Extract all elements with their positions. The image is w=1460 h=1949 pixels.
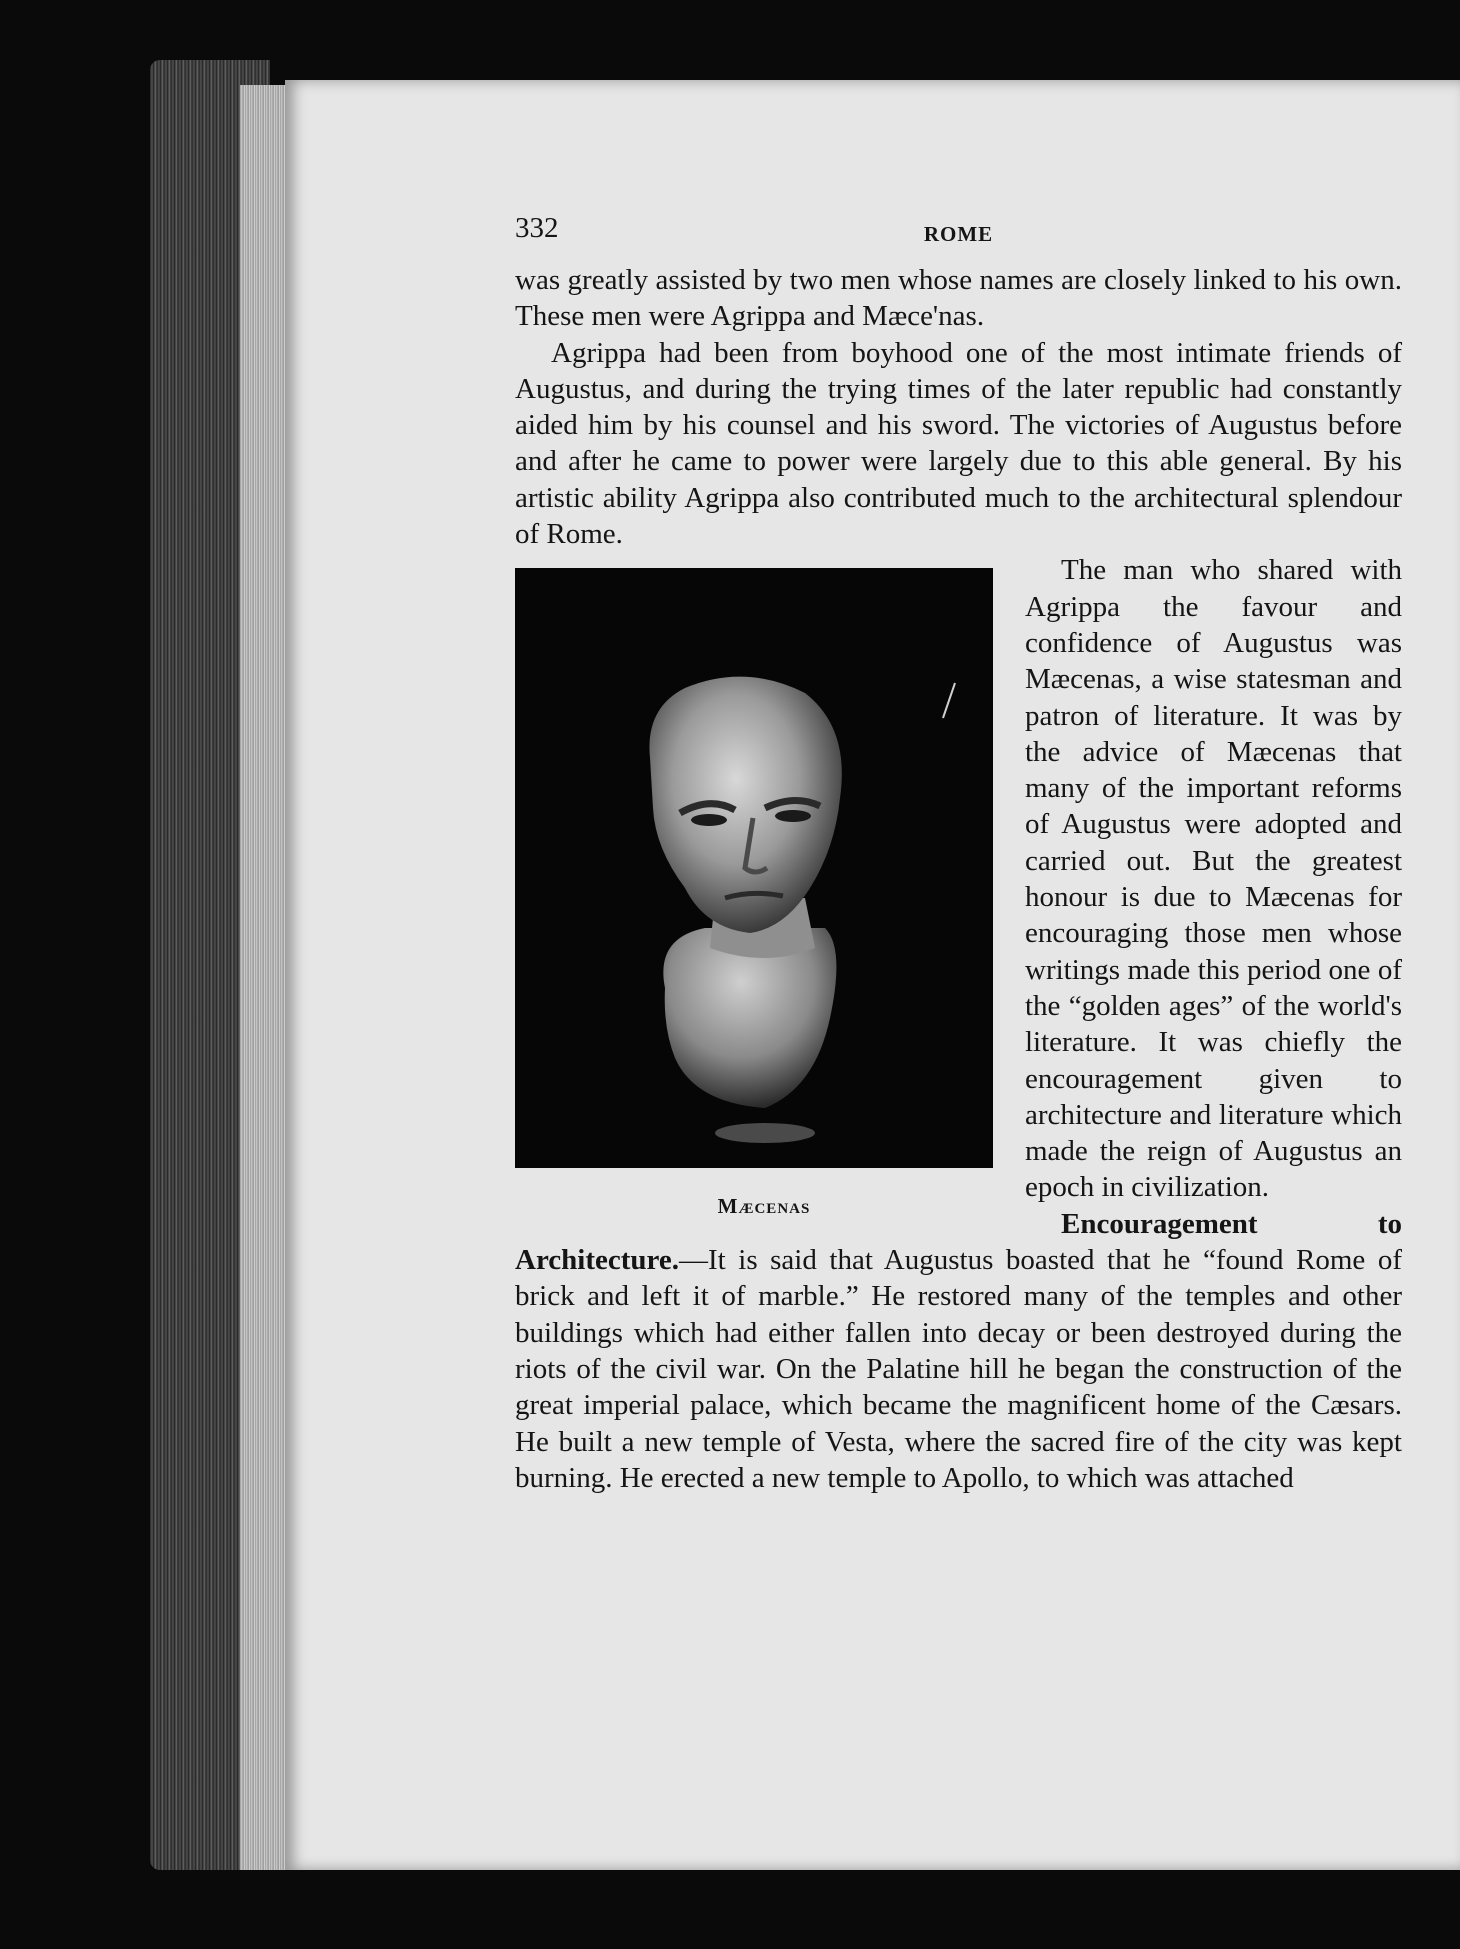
figure [515,568,993,1224]
bust-photo [515,568,993,1168]
section-paragraph [515,1206,1402,1496]
section-heading: Encouragement to Architecture. [515,1207,1402,1277]
section-text: —It is said that Augustus boasted that he “found Rome of brick and left it of marble.” He restored many of the temples and other buildings which had either fallen into decay or been destroyed during the riots of the civil war. On the Palatine hill he began the construction of the great imperial palace, which became the magnificent home of the Cæsars. He built a new temple of Vesta, where the sacred fire of the city was kept burning. He erected a new temple to Apollo, to which was attached [515,1244,1402,1494]
paragraph-1: was greatly assisted by two men whose names are closely linked to his own. These men were Agrippa and Mæce'nas. [515,264,1402,333]
running-title: ROME [923,222,994,246]
bust-image [515,568,993,1168]
page-content [515,210,1402,1496]
paragraph-2 [515,335,1402,553]
book-page [285,80,1460,1870]
paragraph-2-text: Agrippa had been from boyhood one of the most intimate friends of Augustus, and during the trying times of the later republic had constantly aided him by his counsel and his sword. The victories of Augustus before and after he came to power were largely due to this able general. By his artistic ability Agrippa also contributed much to the architectural splendour of Rome. [515,336,1402,551]
running-head [515,210,1402,250]
figure-caption: Mæcenas [717,1194,811,1219]
page-number: 332 [515,212,559,244]
paragraph-3: The man who shared with Agrippa the favour and confidence of Augustus was Mæcenas, a wise statesman and patron of literature. It was by the advice of Mæcenas that many of the important reforms of Augustus were adopted and carried out. But the greatest honour is due to Mæcenas for encouraging those men whose writings made this period one of the “golden ages” of the world's literature. It was chiefly the encouragement given to architecture and literature which made the reign of Augustus an epoch in civilization. [1025,554,1402,1204]
book-page-block [240,85,290,1870]
